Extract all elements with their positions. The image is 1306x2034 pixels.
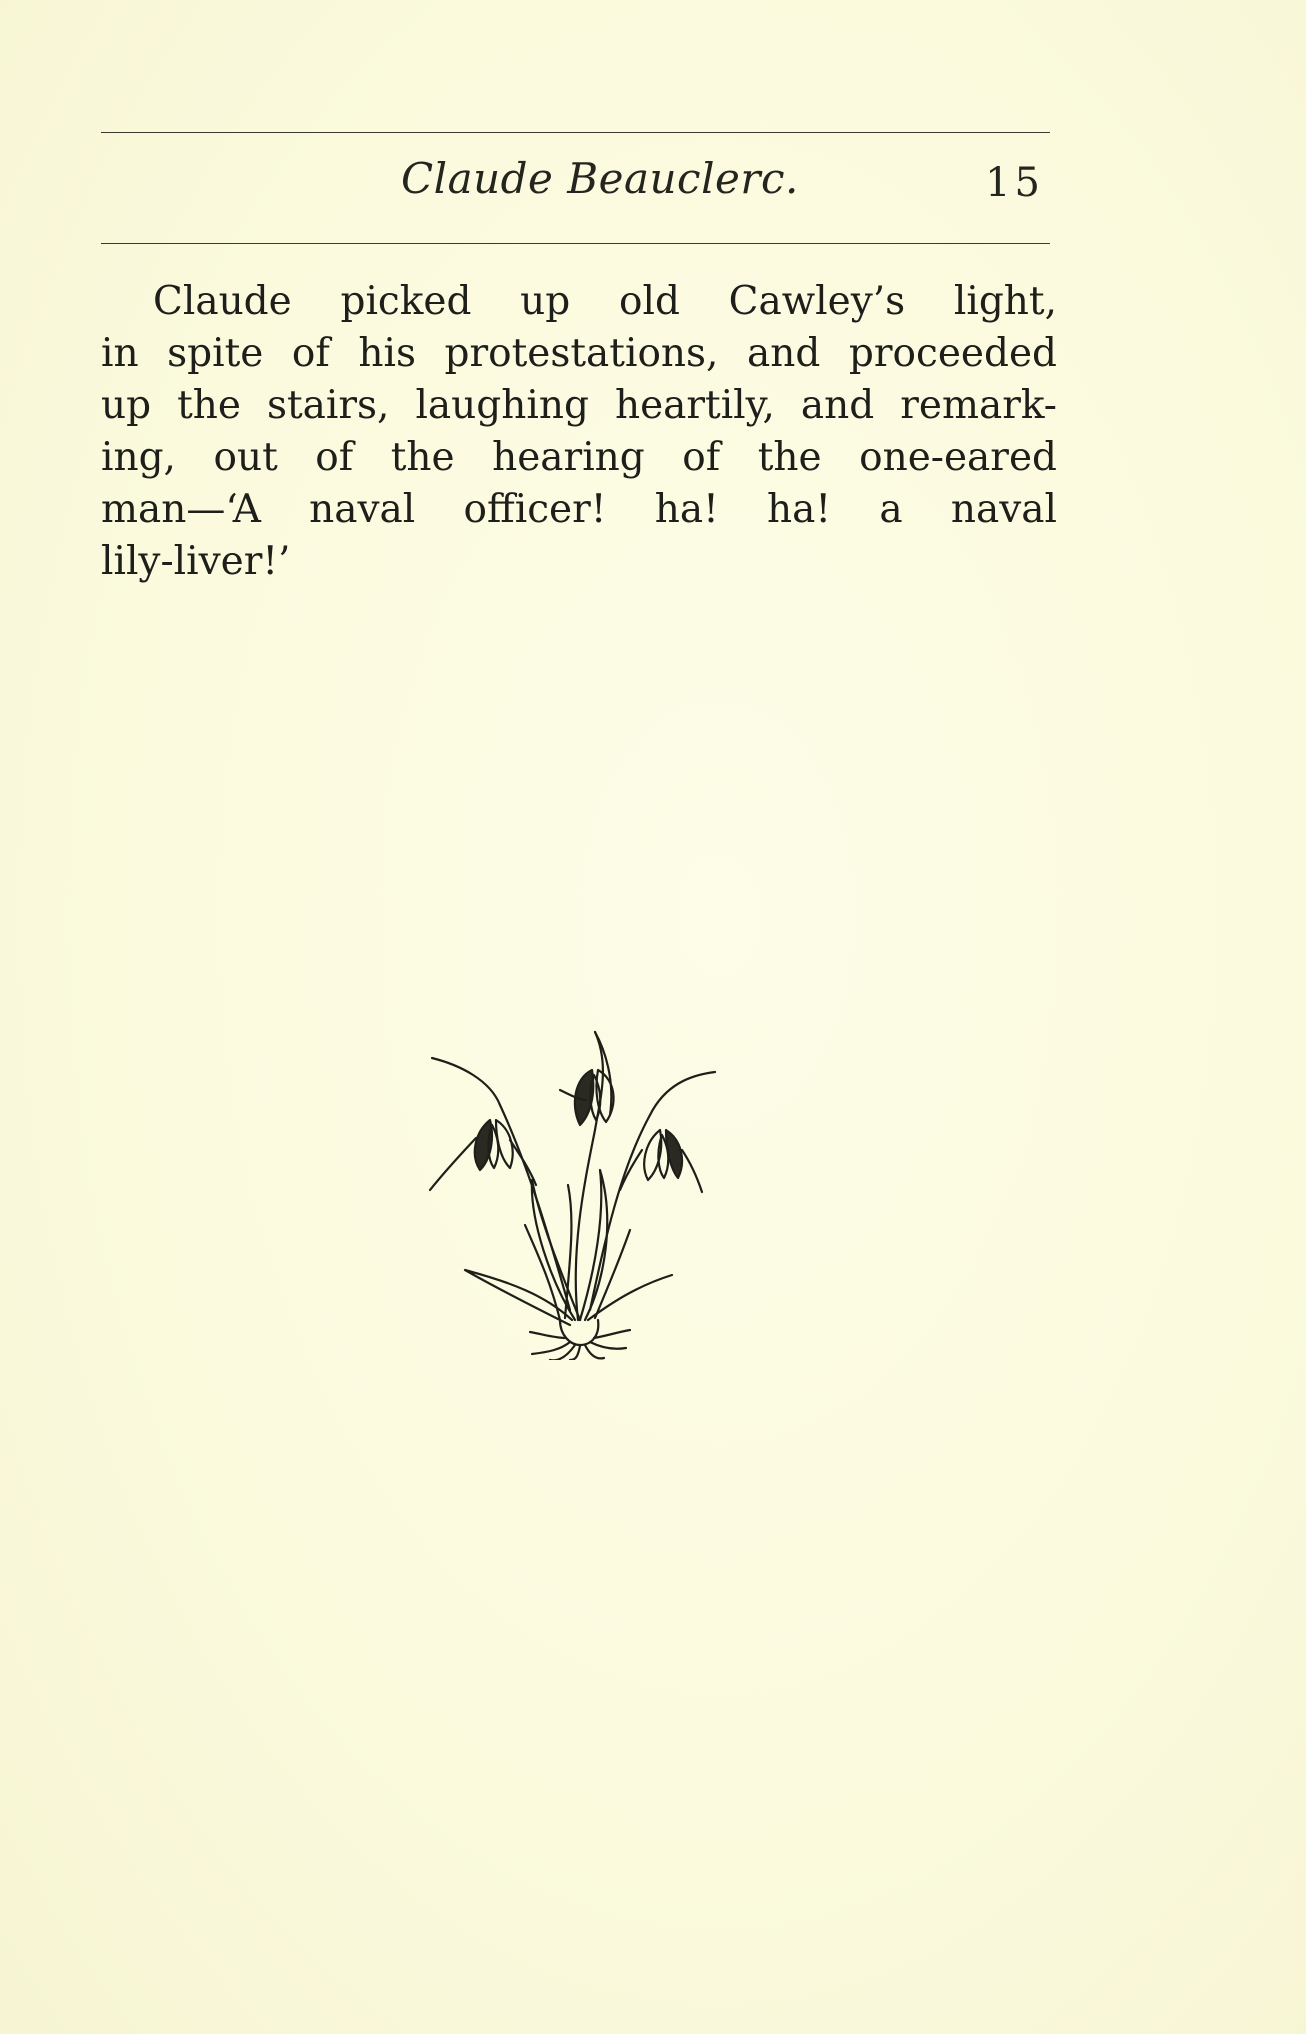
text-line: man—‘A naval officer! ha! ha! a naval	[101, 487, 1057, 532]
header-bottom-rule	[101, 243, 1050, 244]
snowdrop-flowers-icon	[420, 1020, 740, 1360]
text-line: up the stairs, laughing heartily, and remark-	[101, 383, 1057, 428]
text-line: in spite of his protestations, and proceeded	[101, 331, 1057, 376]
page-number: 15	[985, 160, 1044, 206]
running-title: Claude Beauclerc.	[401, 154, 799, 203]
text-line: Claude picked up old Cawley’s light,	[153, 279, 1057, 324]
running-head	[101, 148, 1050, 218]
text-line: lily-liver!’	[101, 539, 291, 584]
header-top-rule	[101, 132, 1050, 133]
text-line: ing, out of the hearing of the one-eared	[101, 435, 1057, 480]
